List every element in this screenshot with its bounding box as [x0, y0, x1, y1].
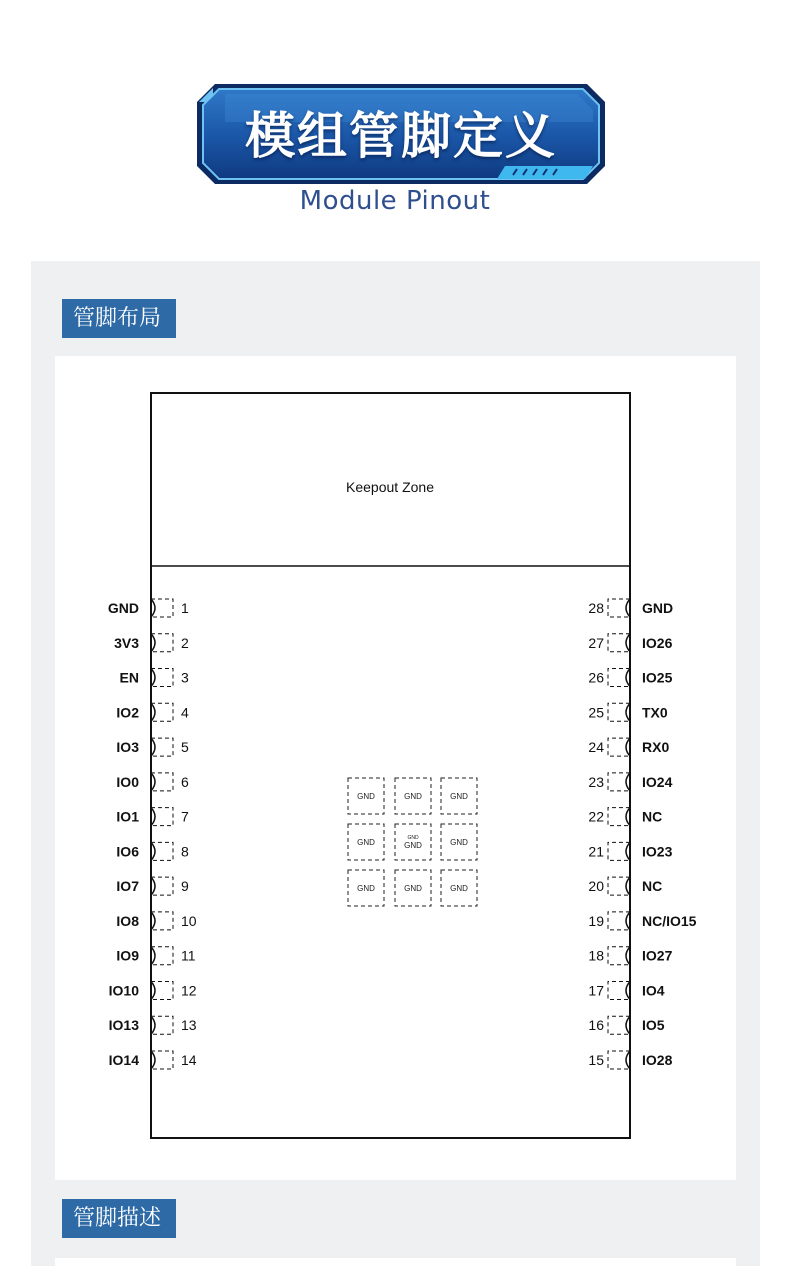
left-pin-number: 10: [181, 912, 197, 929]
right-pin-name: IO5: [642, 1017, 665, 1034]
left-pin-number: 11: [181, 947, 196, 964]
right-pin-number: 24: [588, 739, 604, 756]
gnd-pad-label: GND: [404, 884, 422, 893]
title-banner: [195, 82, 607, 186]
right-pin-number: 27: [588, 634, 604, 651]
gnd-pad-label: GND: [357, 838, 375, 847]
left-pin-name: IO8: [116, 912, 139, 929]
right-pin-number: 26: [588, 669, 604, 686]
page-title: 模组管脚定义: [245, 107, 557, 165]
section-title-pin-description: 管脚描述: [62, 1199, 176, 1238]
left-pin-name: IO0: [116, 773, 139, 790]
right-pin-name: TX0: [642, 704, 668, 721]
right-pin-name: RX0: [642, 739, 670, 756]
left-pin-number: 9: [181, 878, 189, 895]
gnd-pad-label: GND: [450, 838, 468, 847]
left-pin-name: EN: [119, 669, 139, 686]
right-pin-name: IO26: [642, 634, 673, 651]
left-pin-name: IO3: [116, 739, 139, 756]
left-pin-name: IO1: [116, 808, 139, 825]
left-pin-number: 8: [181, 843, 189, 860]
right-pin-name: IO23: [642, 843, 673, 860]
right-pin-column: [588, 599, 696, 1069]
right-pin-name: GND: [642, 600, 674, 616]
right-pin-number: 21: [588, 843, 604, 860]
module-outline: [151, 393, 630, 1138]
right-pin-number: 17: [588, 982, 604, 999]
left-pin-number: 2: [181, 634, 189, 651]
left-pin-name: IO7: [116, 878, 139, 895]
left-pin-name: IO13: [108, 1017, 139, 1034]
left-pin-name: IO2: [116, 704, 139, 721]
keepout-label: Keepout Zone: [346, 479, 434, 495]
right-pin-number: 19: [588, 912, 604, 929]
gnd-pad-label: GND: [404, 792, 422, 801]
gnd-pad-label: GND: [404, 841, 422, 850]
right-pin-number: 23: [588, 773, 604, 790]
right-pin-name: NC/IO15: [642, 912, 697, 929]
right-pin-number: 28: [588, 600, 604, 616]
right-pin-name: NC: [642, 878, 663, 895]
left-pin-name: GND: [107, 600, 139, 616]
gnd-pad-label: GND: [450, 792, 468, 801]
right-pin-name: IO25: [642, 669, 673, 686]
right-pin-number: 15: [588, 1052, 604, 1069]
right-pin-name: IO24: [642, 773, 673, 790]
left-pin-number: 12: [181, 982, 197, 999]
left-pin-number: 3: [181, 669, 189, 686]
page-subtitle: Module Pinout: [299, 186, 491, 216]
left-pin-name: IO9: [116, 947, 139, 964]
gnd-pad-label: GND: [357, 884, 375, 893]
right-pin-number: 18: [588, 947, 604, 964]
section-title-pin-layout: 管脚布局: [62, 299, 176, 338]
right-pin-number: 20: [588, 878, 604, 895]
right-pin-name: NC: [642, 808, 663, 825]
gnd-pad-label: GND: [357, 792, 375, 801]
left-pin-name: IO14: [108, 1052, 139, 1069]
left-pin-name: 3V3: [114, 634, 139, 651]
left-pin-number: 4: [181, 704, 189, 721]
gnd-pad-grid: [348, 778, 477, 906]
left-pin-name: IO6: [116, 843, 139, 860]
right-pin-number: 25: [588, 704, 604, 721]
left-pin-number: 5: [181, 739, 189, 756]
left-pin-number: 13: [181, 1017, 197, 1034]
gnd-pad-label: GND: [450, 884, 468, 893]
left-pin-number: 6: [181, 773, 189, 790]
left-pin-name: IO10: [108, 982, 139, 999]
left-pin-number: 1: [181, 600, 189, 616]
left-pin-number: 7: [181, 808, 189, 825]
description-card: [55, 1258, 736, 1266]
right-pin-name: IO4: [642, 982, 665, 999]
left-pin-number: 14: [181, 1052, 197, 1069]
left-pin-column: [108, 599, 197, 1069]
right-pin-name: IO27: [642, 947, 673, 964]
gnd-pad-small-label: GND: [407, 835, 419, 841]
right-pin-number: 16: [588, 1017, 604, 1034]
pinout-card: [55, 356, 736, 1180]
right-pin-name: IO28: [642, 1052, 673, 1069]
right-pin-number: 22: [588, 808, 604, 825]
pinout-diagram: [55, 356, 736, 1180]
